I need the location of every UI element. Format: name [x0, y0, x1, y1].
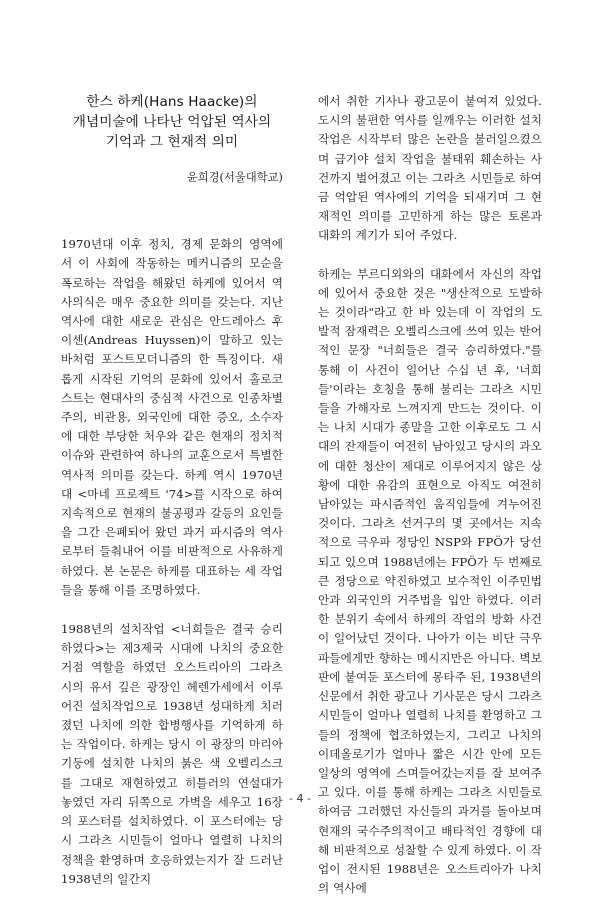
title-line-2: 개념미술에 나타난 억압된 역사의 [72, 114, 272, 130]
left-paragraph-2: 1988년의 설치작업 <너희들은 결국 승리하였다>는 제3제국 시대에 나치의 중요한 거점 역할을 하였던 오스트리아의 그라츠 시의 유서 깊은 광장인 헤렌가세에서 이루어진 설치작업으로 1938년 성대하게 치러졌던 나치에 의한 합병행사를 기억하게 하는 작업이다. 하케는 당시 이 광장의 마리아 기둥에 설치한 나치의 붉은 색 오벨리스크를 그대로 재현하였고 히틀러의 연설대가 놓였던 자리 뒤쪽으로 가벽을 세우고 16장의 포스터를 설치하였다. 이 포스터에는 당시 그라츠 시민들이 얼마나 열렬히 나치의 정책을 환영하며 호응하였는지가 잘 드러난 1938년의 일간지 [61, 622, 283, 886]
right-paragraph-1: 에서 취한 기사나 광고문이 붙여져 있었다. 도시의 불편한 역사를 일깨우는 이러한 설치작업은 시작부터 많은 논란을 불러일으켰으며 급기야 설치 작업을 불태워 훼손하는 사건까지 벌어졌고 이는 그라츠 시민들로 하여금 억압된 역사에의 기억을 되새기며 그 현재적인 의미를 고민하게 하는 많은 토론과 대화의 계기가 되어 주었다. [318, 94, 542, 243]
right-column [318, 92, 542, 898]
page-number: - 4 - [289, 792, 311, 805]
title-line-1: 한스 하케(Hans Haacke)의 [86, 94, 258, 110]
right-paragraph-2: 하케는 부르디외와의 대화에서 자신의 작업에 있어서 중요한 것은 "생산적으로 도발하는 것이라"라고 한 바 있는데 이 작업의 도발적 잠재력은 오벨리스크에 쓰여 있는 반어적인 문장 "너희들은 결국 승리하였다."를 통해 이 사건이 일어난 수십 년 후, '너희들'이라는 호칭을 통해 불리는 그라츠 시민들을 가해자로 느껴지게 만드는 것이다. 이는 나치 시대가 종말을 고한 이후로도 그 시대의 잔재들이 여전히 남아있고 당시의 과오에 대한 청산이 제대로 이루어지지 않은 상황에 대한 유감의 표현으로 아직도 여전히 남아있는 파시즘적인 움직임들에 겨누어진 것이다. 그라츠 선거구의 몇 곳에서는 지속적으로 극우파 정당인 NSP와 FPÖ가 당선되고 있으며 1988년에는 FPÖ가 두 번째로 큰 정당으로 약진하였고 보수적인 이주민법안과 외국인의 거주법을 입안 하였다. 이러한 분위기 속에서 하케의 작업의 방화 사건이 일어났던 것이다. 나아가 이는 비단 극우파들에게만 향하는 메시지만은 아니다. 벽보판에 붙여둔 포스터에 몽타주 된, 1938년의 신문에서 취한 광고나 기사문은 당시 그라츠 시민들이 얼마나 열렬히 나치를 환영하고 그들의 정책에 협조하였는지, 그리고 나치의 이데올로기가 얼마나 짧은 시간 안에 모든 일상의 영역에 스며들어갔는지를 잘 보여주고 있다. 이를 통해 하케는 그라츠 시민들로 하여금 그러했던 자신들의 과거를 돌아보며 현재의 국수주의적이고 배타적인 경향에 대해 비판적으로 성찰할 수 있게 하였다. 이 작업이 전시된 1988년은 오스트리아가 나치의 역사에 [318, 266, 542, 896]
title-line-3: 기억과 그 현재적 의미 [105, 134, 239, 150]
paper-title [61, 92, 283, 152]
left-column [61, 92, 283, 889]
left-paragraph-1: 1970년대 이후 정치, 경제 문화의 영역에서 이 사회에 작동하는 메커니즘의 모순을 폭로하는 작업을 해왔던 하케에 있어서 역사의식은 매우 중요한 의미를 갖는다. 지난 역사에 대한 새로운 관심은 안드레아스 후이센(Andreas Huyssen)이 말하고 있는 바처럼 포스트모더니즘의 한 특징이다. 새롭게 시작된 기억의 문화에 있어서 홀로코스트는 현대사의 중심적 사건으로 인종차별주의, 비관용, 외국인에 대한 증오, 소수자에 대한 부당한 처우와 같은 현재의 정치적 이슈와 관련하여 하나의 교훈으로서 특별한 역사적 의미를 갖는다. 하케 역시 1970년대 <마네 프로젝트 '74>를 시작으로 하여 지속적으로 현재의 불공평과 갈등의 요인들을 그간 은폐되어 왔던 과거 파시즘의 역사로부터 들춰내어 이를 비판적으로 사유하게 하였다. 본 논문은 하케를 대표하는 세 작업들을 통해 이를 조명하였다. [61, 237, 283, 597]
author-affiliation: 윤희경(서울대학교) [186, 171, 283, 184]
